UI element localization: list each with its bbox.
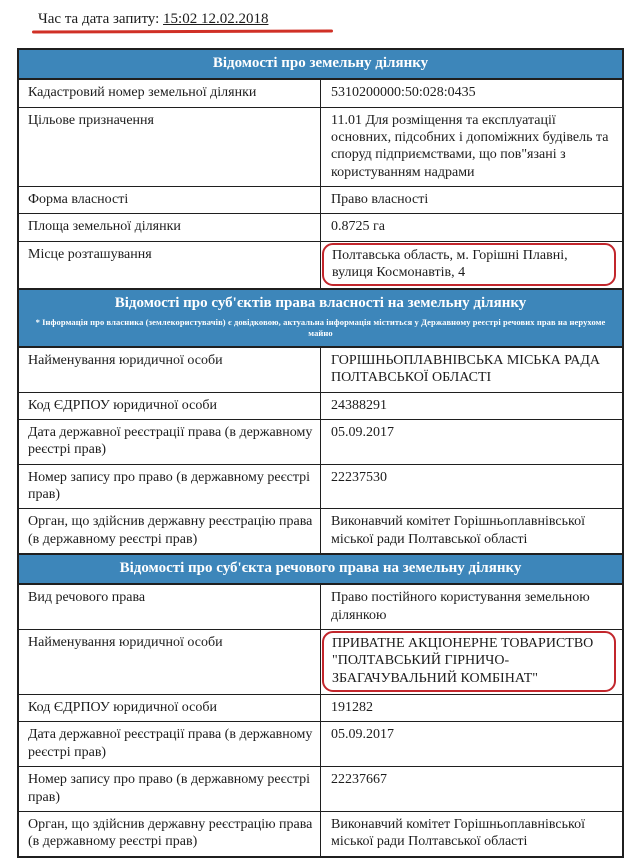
row-value: 191282 [321,695,624,722]
section-title-text: Відомості про суб'єктів права власності на земельну ділянку [114,295,527,312]
section-title-ownership-subjects [18,289,623,346]
table-row [18,509,623,554]
row-label: Форма власності [18,187,321,214]
row-label: Місце розташування [18,241,321,289]
red-highlight-box: ПРИВАТНЕ АКЦІОНЕРНЕ ТОВАРИСТВО "ПОЛТАВСЬКИЙ ГІРНИЧО-ЗБАГАЧУВАЛЬНИЙ КОМБІНАТ" [322,631,616,692]
row-value: 5310200000:50:028:0435 [321,79,624,107]
table-row [18,392,623,419]
row-value: 22237530 [321,464,624,509]
section-header-row [18,49,623,79]
row-value [321,241,624,289]
request-datetime-value: 15:02 12.02.2018 [163,11,269,27]
table-row [18,767,623,812]
section-header-row [18,554,623,584]
row-label: Кадастровий номер земельної ділянки [18,79,321,107]
row-value: 24388291 [321,392,624,419]
row-label: Дата державної реєстрації права (в державному реєстрі прав) [18,419,321,464]
section-note: * Інформація про власника (землекористувачів) є довідковою, актуальна інформація міститься у Державному реєстрі речових прав на нерухоме майно [35,316,606,338]
table-row [18,347,623,392]
land-parcel-info-table [17,48,624,858]
row-label: Орган, що здійснив державну реєстрацію права (в державному реєстрі прав) [18,509,321,554]
request-datetime-line [38,11,268,28]
row-label: Найменування юридичної особи [18,630,321,695]
section-header-row [18,289,623,346]
table-row [18,79,623,107]
row-value: 05.09.2017 [321,722,624,767]
row-value: 11.01 Для розміщення та експлуатації основних, підсобних і допоміжних будівель та споруд підприємствами, що пов"язані з користуванням надрами [321,107,624,186]
red-highlight-box: Полтавська область, м. Горішні Плавні, вулиця Космонавтів, 4 [322,243,616,287]
row-value: ГОРІШНЬОПЛАВНІВСЬКА МІСЬКА РАДА ПОЛТАВСЬКОЇ ОБЛАСТІ [321,347,624,392]
row-label: Код ЄДРПОУ юридичної особи [18,392,321,419]
table-row [18,584,623,629]
row-label: Цільове призначення [18,107,321,186]
row-label: Площа земельної ділянки [18,214,321,241]
table-row [18,464,623,509]
row-value: Право постійного користування земельною ділянкою [321,584,624,629]
table-row [18,107,623,186]
row-label: Дата державної реєстрації права (в державному реєстрі прав) [18,722,321,767]
table-row [18,214,623,241]
row-value: Виконавчий комітет Горішньоплавнівської міської ради Полтавської області [321,811,624,856]
request-datetime-label: Час та дата запиту: [38,11,160,27]
row-value: 05.09.2017 [321,419,624,464]
row-label: Орган, що здійснив державну реєстрацію права (в державному реєстрі прав) [18,811,321,856]
table-row [18,630,623,695]
row-label: Номер запису про право (в державному реєстрі прав) [18,767,321,812]
row-label: Код ЄДРПОУ юридичної особи [18,695,321,722]
row-value: Виконавчий комітет Горішньоплавнівської міської ради Полтавської області [321,509,624,554]
row-value [321,630,624,695]
row-label: Найменування юридичної особи [18,347,321,392]
table-row [18,241,623,289]
row-value: Право власності [321,187,624,214]
row-value: 22237667 [321,767,624,812]
row-label: Номер запису про право (в державному реєстрі прав) [18,464,321,509]
red-underline-annotation [32,29,333,33]
row-value: 0.8725 га [321,214,624,241]
table-row [18,811,623,856]
row-label: Вид речового права [18,584,321,629]
table-row [18,187,623,214]
section-title-real-right-subject: Відомості про суб'єкта речового права на земельну ділянку [18,554,623,584]
table-row [18,419,623,464]
table-row [18,722,623,767]
section-title-land-parcel: Відомості про земельну ділянку [18,49,623,79]
